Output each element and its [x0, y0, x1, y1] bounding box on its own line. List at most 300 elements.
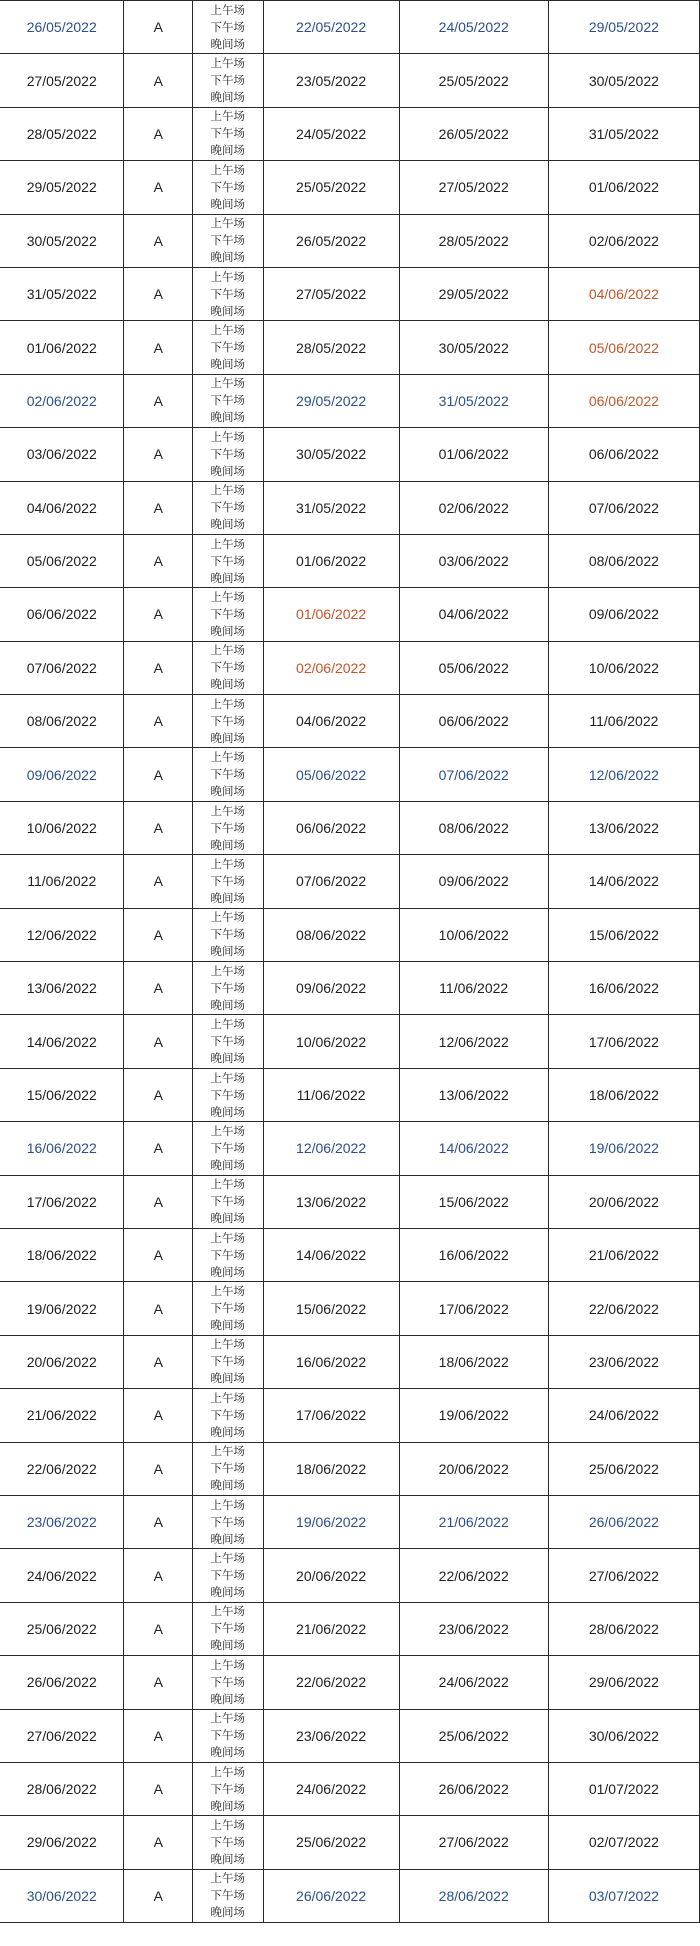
date-cell: 08/06/2022 — [0, 695, 124, 748]
session-label: 晚间场 — [210, 250, 246, 265]
date-cell-2: 18/06/2022 — [399, 1335, 548, 1388]
session-cell — [193, 321, 264, 374]
date-cell-2: 27/05/2022 — [399, 161, 548, 214]
date-cell-1: 08/06/2022 — [263, 908, 399, 961]
session-cell — [193, 1068, 264, 1121]
date-cell-2: 27/06/2022 — [399, 1816, 548, 1869]
date-cell-2: 23/06/2022 — [399, 1602, 548, 1655]
date-cell: 09/06/2022 — [0, 748, 124, 801]
date-cell-2: 07/06/2022 — [399, 748, 548, 801]
date-cell-3: 29/05/2022 — [548, 1, 699, 54]
table-row — [0, 1709, 700, 1762]
date-cell-3: 06/06/2022 — [548, 374, 699, 427]
table-row — [0, 161, 700, 214]
session-label: 下午场 — [210, 1568, 246, 1583]
table-row — [0, 1228, 700, 1281]
date-cell-3: 14/06/2022 — [548, 855, 699, 908]
table-row — [0, 1068, 700, 1121]
session-label: 上午场 — [210, 1551, 246, 1566]
type-cell: A — [124, 1549, 193, 1602]
date-cell-3: 12/06/2022 — [548, 748, 699, 801]
date-cell: 30/05/2022 — [0, 214, 124, 267]
type-cell: A — [124, 1282, 193, 1335]
session-label: 下午场 — [210, 1407, 246, 1422]
table-row — [0, 481, 700, 534]
session-label: 下午场 — [210, 660, 246, 675]
date-cell-3: 09/06/2022 — [548, 588, 699, 641]
session-cell — [193, 267, 264, 320]
session-label: 下午场 — [210, 1194, 246, 1209]
date-cell-3: 27/06/2022 — [548, 1549, 699, 1602]
table-row — [0, 1816, 700, 1869]
table-row — [0, 267, 700, 320]
session-label: 上午场 — [210, 1123, 246, 1138]
session-label: 下午场 — [210, 393, 246, 408]
session-label: 晚间场 — [210, 357, 246, 372]
date-cell-2: 28/05/2022 — [399, 214, 548, 267]
table-row — [0, 801, 700, 854]
session-cell — [193, 374, 264, 427]
date-cell-3: 02/06/2022 — [548, 214, 699, 267]
session-label: 下午场 — [210, 1034, 246, 1049]
session-cell — [193, 1549, 264, 1602]
table-row — [0, 534, 700, 587]
date-cell-3: 31/05/2022 — [548, 107, 699, 160]
session-label: 晚间场 — [210, 1531, 246, 1546]
date-cell-2: 02/06/2022 — [399, 481, 548, 534]
date-cell-1: 15/06/2022 — [263, 1282, 399, 1335]
session-label: 晚间场 — [210, 143, 246, 158]
session-cell — [193, 1495, 264, 1548]
type-cell: A — [124, 1228, 193, 1281]
session-cell — [193, 962, 264, 1015]
session-label: 下午场 — [210, 553, 246, 568]
type-cell: A — [124, 1015, 193, 1068]
session-cell — [193, 428, 264, 481]
date-cell-3: 07/06/2022 — [548, 481, 699, 534]
session-label: 上午场 — [210, 162, 246, 177]
session-label: 下午场 — [210, 233, 246, 248]
table-row — [0, 374, 700, 427]
date-cell-2: 19/06/2022 — [399, 1389, 548, 1442]
session-label: 上午场 — [210, 483, 246, 498]
type-cell: A — [124, 1335, 193, 1388]
date-cell-2: 09/06/2022 — [399, 855, 548, 908]
date-cell-3: 04/06/2022 — [548, 267, 699, 320]
date-cell-1: 23/05/2022 — [263, 54, 399, 107]
session-label: 晚间场 — [210, 623, 246, 638]
date-cell-1: 24/05/2022 — [263, 107, 399, 160]
date-cell: 29/05/2022 — [0, 161, 124, 214]
date-cell: 27/06/2022 — [0, 1709, 124, 1762]
table-row — [0, 1282, 700, 1335]
date-cell-3: 18/06/2022 — [548, 1068, 699, 1121]
date-cell-2: 24/05/2022 — [399, 1, 548, 54]
date-cell: 25/06/2022 — [0, 1602, 124, 1655]
session-label: 晚间场 — [210, 1905, 246, 1920]
date-cell-3: 29/06/2022 — [548, 1656, 699, 1709]
session-label: 下午场 — [210, 606, 246, 621]
date-cell: 16/06/2022 — [0, 1122, 124, 1175]
date-cell-1: 18/06/2022 — [263, 1442, 399, 1495]
session-label: 上午场 — [210, 109, 246, 124]
date-cell: 26/05/2022 — [0, 1, 124, 54]
type-cell: A — [124, 1709, 193, 1762]
date-cell-2: 12/06/2022 — [399, 1015, 548, 1068]
session-label: 下午场 — [210, 126, 246, 141]
session-label: 上午场 — [210, 1711, 246, 1726]
session-label: 晚间场 — [210, 410, 246, 425]
session-label: 上午场 — [210, 536, 246, 551]
session-label: 下午场 — [210, 19, 246, 34]
table-row — [0, 1175, 700, 1228]
session-label: 上午场 — [210, 323, 246, 338]
date-cell-3: 30/05/2022 — [548, 54, 699, 107]
date-cell-3: 22/06/2022 — [548, 1282, 699, 1335]
date-cell-2: 04/06/2022 — [399, 588, 548, 641]
date-cell-2: 16/06/2022 — [399, 1228, 548, 1281]
date-cell-2: 20/06/2022 — [399, 1442, 548, 1495]
session-label: 上午场 — [210, 1444, 246, 1459]
table-row — [0, 214, 700, 267]
table-row — [0, 1015, 700, 1068]
date-cell-1: 26/06/2022 — [263, 1869, 399, 1922]
session-label: 上午场 — [210, 1871, 246, 1886]
session-label: 上午场 — [210, 1017, 246, 1032]
date-cell-3: 01/06/2022 — [548, 161, 699, 214]
type-cell: A — [124, 534, 193, 587]
session-cell — [193, 54, 264, 107]
session-label: 上午场 — [210, 2, 246, 17]
type-cell: A — [124, 1816, 193, 1869]
type-cell: A — [124, 588, 193, 641]
date-cell-3: 05/06/2022 — [548, 321, 699, 374]
date-cell-3: 16/06/2022 — [548, 962, 699, 1015]
session-label: 晚间场 — [210, 1585, 246, 1600]
session-label: 晚间场 — [210, 1798, 246, 1813]
session-label: 下午场 — [210, 713, 246, 728]
date-cell: 22/06/2022 — [0, 1442, 124, 1495]
session-label: 晚间场 — [210, 1638, 246, 1653]
date-cell-3: 25/06/2022 — [548, 1442, 699, 1495]
date-cell: 06/06/2022 — [0, 588, 124, 641]
session-label: 上午场 — [210, 1604, 246, 1619]
type-cell: A — [124, 641, 193, 694]
session-label: 上午场 — [210, 1817, 246, 1832]
table-row — [0, 748, 700, 801]
schedule-table-body — [0, 1, 700, 1923]
date-cell-1: 04/06/2022 — [263, 695, 399, 748]
session-label: 下午场 — [210, 1888, 246, 1903]
date-cell: 02/06/2022 — [0, 374, 124, 427]
table-row — [0, 1602, 700, 1655]
date-cell-3: 17/06/2022 — [548, 1015, 699, 1068]
date-cell-3: 02/07/2022 — [548, 1816, 699, 1869]
type-cell: A — [124, 962, 193, 1015]
date-cell: 31/05/2022 — [0, 267, 124, 320]
date-cell: 11/06/2022 — [0, 855, 124, 908]
session-label: 上午场 — [210, 1390, 246, 1405]
session-label: 下午场 — [210, 1140, 246, 1155]
session-label: 晚间场 — [210, 1424, 246, 1439]
session-label: 上午场 — [210, 1177, 246, 1192]
session-label: 上午场 — [210, 963, 246, 978]
date-cell: 07/06/2022 — [0, 641, 124, 694]
date-cell-1: 09/06/2022 — [263, 962, 399, 1015]
date-cell-2: 13/06/2022 — [399, 1068, 548, 1121]
table-row — [0, 1869, 700, 1922]
date-cell: 18/06/2022 — [0, 1228, 124, 1281]
session-label: 下午场 — [210, 1674, 246, 1689]
date-cell-2: 30/05/2022 — [399, 321, 548, 374]
session-label: 晚间场 — [210, 997, 246, 1012]
table-row — [0, 962, 700, 1015]
date-cell-2: 25/06/2022 — [399, 1709, 548, 1762]
table-row — [0, 1389, 700, 1442]
type-cell: A — [124, 748, 193, 801]
date-cell-3: 06/06/2022 — [548, 428, 699, 481]
session-cell — [193, 1122, 264, 1175]
date-cell: 13/06/2022 — [0, 962, 124, 1015]
session-label: 上午场 — [210, 1764, 246, 1779]
type-cell: A — [124, 908, 193, 961]
date-cell: 12/06/2022 — [0, 908, 124, 961]
session-label: 下午场 — [210, 1087, 246, 1102]
session-cell — [193, 855, 264, 908]
date-cell-2: 03/06/2022 — [399, 534, 548, 587]
date-cell-1: 07/06/2022 — [263, 855, 399, 908]
table-row — [0, 1, 700, 54]
session-label: 下午场 — [210, 1301, 246, 1316]
session-label: 下午场 — [210, 1834, 246, 1849]
session-label: 上午场 — [210, 1337, 246, 1352]
date-cell-1: 17/06/2022 — [263, 1389, 399, 1442]
date-cell-3: 28/06/2022 — [548, 1602, 699, 1655]
session-label: 晚间场 — [210, 1318, 246, 1333]
type-cell: A — [124, 1656, 193, 1709]
table-row — [0, 908, 700, 961]
table-row — [0, 695, 700, 748]
session-label: 上午场 — [210, 696, 246, 711]
session-label: 上午场 — [210, 1230, 246, 1245]
session-label: 晚间场 — [210, 1745, 246, 1760]
session-cell — [193, 695, 264, 748]
session-label: 上午场 — [210, 269, 246, 284]
session-label: 晚间场 — [210, 463, 246, 478]
date-cell: 23/06/2022 — [0, 1495, 124, 1548]
date-cell-1: 02/06/2022 — [263, 641, 399, 694]
session-cell — [193, 1, 264, 54]
type-cell: A — [124, 161, 193, 214]
session-label: 上午场 — [210, 1497, 246, 1512]
session-label: 晚间场 — [210, 890, 246, 905]
date-cell-2: 31/05/2022 — [399, 374, 548, 427]
date-cell-1: 11/06/2022 — [263, 1068, 399, 1121]
session-label: 晚间场 — [210, 1371, 246, 1386]
table-row — [0, 1442, 700, 1495]
date-cell-3: 15/06/2022 — [548, 908, 699, 961]
session-label: 晚间场 — [210, 677, 246, 692]
session-label: 上午场 — [210, 1284, 246, 1299]
session-label: 晚间场 — [210, 36, 246, 51]
session-label: 下午场 — [210, 1247, 246, 1262]
date-cell-1: 30/05/2022 — [263, 428, 399, 481]
type-cell: A — [124, 54, 193, 107]
date-cell-1: 25/06/2022 — [263, 1816, 399, 1869]
date-cell-1: 22/05/2022 — [263, 1, 399, 54]
date-cell-1: 05/06/2022 — [263, 748, 399, 801]
table-row — [0, 641, 700, 694]
date-cell-3: 24/06/2022 — [548, 1389, 699, 1442]
type-cell: A — [124, 481, 193, 534]
session-label: 晚间场 — [210, 944, 246, 959]
date-cell-1: 13/06/2022 — [263, 1175, 399, 1228]
date-cell-1: 06/06/2022 — [263, 801, 399, 854]
session-label: 下午场 — [210, 500, 246, 515]
session-label: 晚间场 — [210, 1157, 246, 1172]
session-label: 上午场 — [210, 750, 246, 765]
session-label: 晚间场 — [210, 196, 246, 211]
date-cell: 28/06/2022 — [0, 1762, 124, 1815]
session-cell — [193, 908, 264, 961]
session-cell — [193, 1389, 264, 1442]
date-cell-3: 19/06/2022 — [548, 1122, 699, 1175]
session-label: 晚间场 — [210, 1051, 246, 1066]
date-cell-1: 24/06/2022 — [263, 1762, 399, 1815]
session-label: 晚间场 — [210, 1851, 246, 1866]
session-label: 下午场 — [210, 980, 246, 995]
session-label: 晚间场 — [210, 837, 246, 852]
date-cell: 05/06/2022 — [0, 534, 124, 587]
date-cell: 27/05/2022 — [0, 54, 124, 107]
type-cell: A — [124, 1175, 193, 1228]
date-cell-1: 10/06/2022 — [263, 1015, 399, 1068]
date-cell: 15/06/2022 — [0, 1068, 124, 1121]
date-cell-2: 29/05/2022 — [399, 267, 548, 320]
session-label: 下午场 — [210, 1781, 246, 1796]
session-cell — [193, 481, 264, 534]
session-cell — [193, 1869, 264, 1922]
session-label: 下午场 — [210, 927, 246, 942]
type-cell: A — [124, 1869, 193, 1922]
date-cell-1: 19/06/2022 — [263, 1495, 399, 1548]
session-label: 上午场 — [210, 856, 246, 871]
session-cell — [193, 1015, 264, 1068]
date-cell-1: 22/06/2022 — [263, 1656, 399, 1709]
date-cell-1: 29/05/2022 — [263, 374, 399, 427]
session-label: 下午场 — [210, 286, 246, 301]
date-cell-3: 23/06/2022 — [548, 1335, 699, 1388]
session-label: 上午场 — [210, 643, 246, 658]
session-label: 晚间场 — [210, 1211, 246, 1226]
date-cell-2: 08/06/2022 — [399, 801, 548, 854]
session-cell — [193, 161, 264, 214]
date-cell-2: 24/06/2022 — [399, 1656, 548, 1709]
date-cell-2: 25/05/2022 — [399, 54, 548, 107]
type-cell: A — [124, 1442, 193, 1495]
session-cell — [193, 1816, 264, 1869]
type-cell: A — [124, 1495, 193, 1548]
session-label: 晚间场 — [210, 1104, 246, 1119]
session-label: 晚间场 — [210, 517, 246, 532]
session-label: 晚间场 — [210, 1691, 246, 1706]
date-cell-2: 26/05/2022 — [399, 107, 548, 160]
date-cell-1: 26/05/2022 — [263, 214, 399, 267]
session-label: 下午场 — [210, 1728, 246, 1743]
session-label: 下午场 — [210, 820, 246, 835]
date-cell-1: 28/05/2022 — [263, 321, 399, 374]
type-cell: A — [124, 1602, 193, 1655]
date-cell: 17/06/2022 — [0, 1175, 124, 1228]
date-cell-2: 21/06/2022 — [399, 1495, 548, 1548]
date-cell: 26/06/2022 — [0, 1656, 124, 1709]
date-cell-1: 31/05/2022 — [263, 481, 399, 534]
session-label: 上午场 — [210, 429, 246, 444]
session-cell — [193, 1602, 264, 1655]
date-cell: 19/06/2022 — [0, 1282, 124, 1335]
date-cell-2: 17/06/2022 — [399, 1282, 548, 1335]
table-row — [0, 1122, 700, 1175]
table-row — [0, 1495, 700, 1548]
type-cell: A — [124, 267, 193, 320]
date-cell-1: 01/06/2022 — [263, 588, 399, 641]
session-label: 晚间场 — [210, 303, 246, 318]
date-cell-1: 21/06/2022 — [263, 1602, 399, 1655]
date-cell-1: 27/05/2022 — [263, 267, 399, 320]
session-cell — [193, 1282, 264, 1335]
date-cell-3: 08/06/2022 — [548, 534, 699, 587]
session-label: 晚间场 — [210, 90, 246, 105]
table-row — [0, 107, 700, 160]
date-cell-2: 01/06/2022 — [399, 428, 548, 481]
session-label: 下午场 — [210, 1461, 246, 1476]
date-cell-3: 03/07/2022 — [548, 1869, 699, 1922]
session-label: 下午场 — [210, 1514, 246, 1529]
table-row — [0, 428, 700, 481]
date-cell-3: 01/07/2022 — [548, 1762, 699, 1815]
type-cell: A — [124, 801, 193, 854]
session-label: 上午场 — [210, 1070, 246, 1085]
date-cell-1: 23/06/2022 — [263, 1709, 399, 1762]
type-cell: A — [124, 1762, 193, 1815]
date-cell-2: 11/06/2022 — [399, 962, 548, 1015]
date-cell: 20/06/2022 — [0, 1335, 124, 1388]
session-label: 下午场 — [210, 1354, 246, 1369]
date-cell-1: 01/06/2022 — [263, 534, 399, 587]
table-row — [0, 1549, 700, 1602]
session-cell — [193, 1442, 264, 1495]
type-cell: A — [124, 1122, 193, 1175]
type-cell: A — [124, 107, 193, 160]
date-cell-2: 15/06/2022 — [399, 1175, 548, 1228]
session-cell — [193, 1335, 264, 1388]
date-cell: 10/06/2022 — [0, 801, 124, 854]
date-cell-1: 25/05/2022 — [263, 161, 399, 214]
date-cell: 14/06/2022 — [0, 1015, 124, 1068]
session-cell — [193, 1762, 264, 1815]
table-row — [0, 855, 700, 908]
session-label: 上午场 — [210, 216, 246, 231]
session-cell — [193, 588, 264, 641]
type-cell: A — [124, 374, 193, 427]
session-label: 上午场 — [210, 803, 246, 818]
date-cell-3: 11/06/2022 — [548, 695, 699, 748]
type-cell: A — [124, 428, 193, 481]
session-label: 上午场 — [210, 56, 246, 71]
date-cell-3: 26/06/2022 — [548, 1495, 699, 1548]
session-cell — [193, 1709, 264, 1762]
date-cell-3: 20/06/2022 — [548, 1175, 699, 1228]
